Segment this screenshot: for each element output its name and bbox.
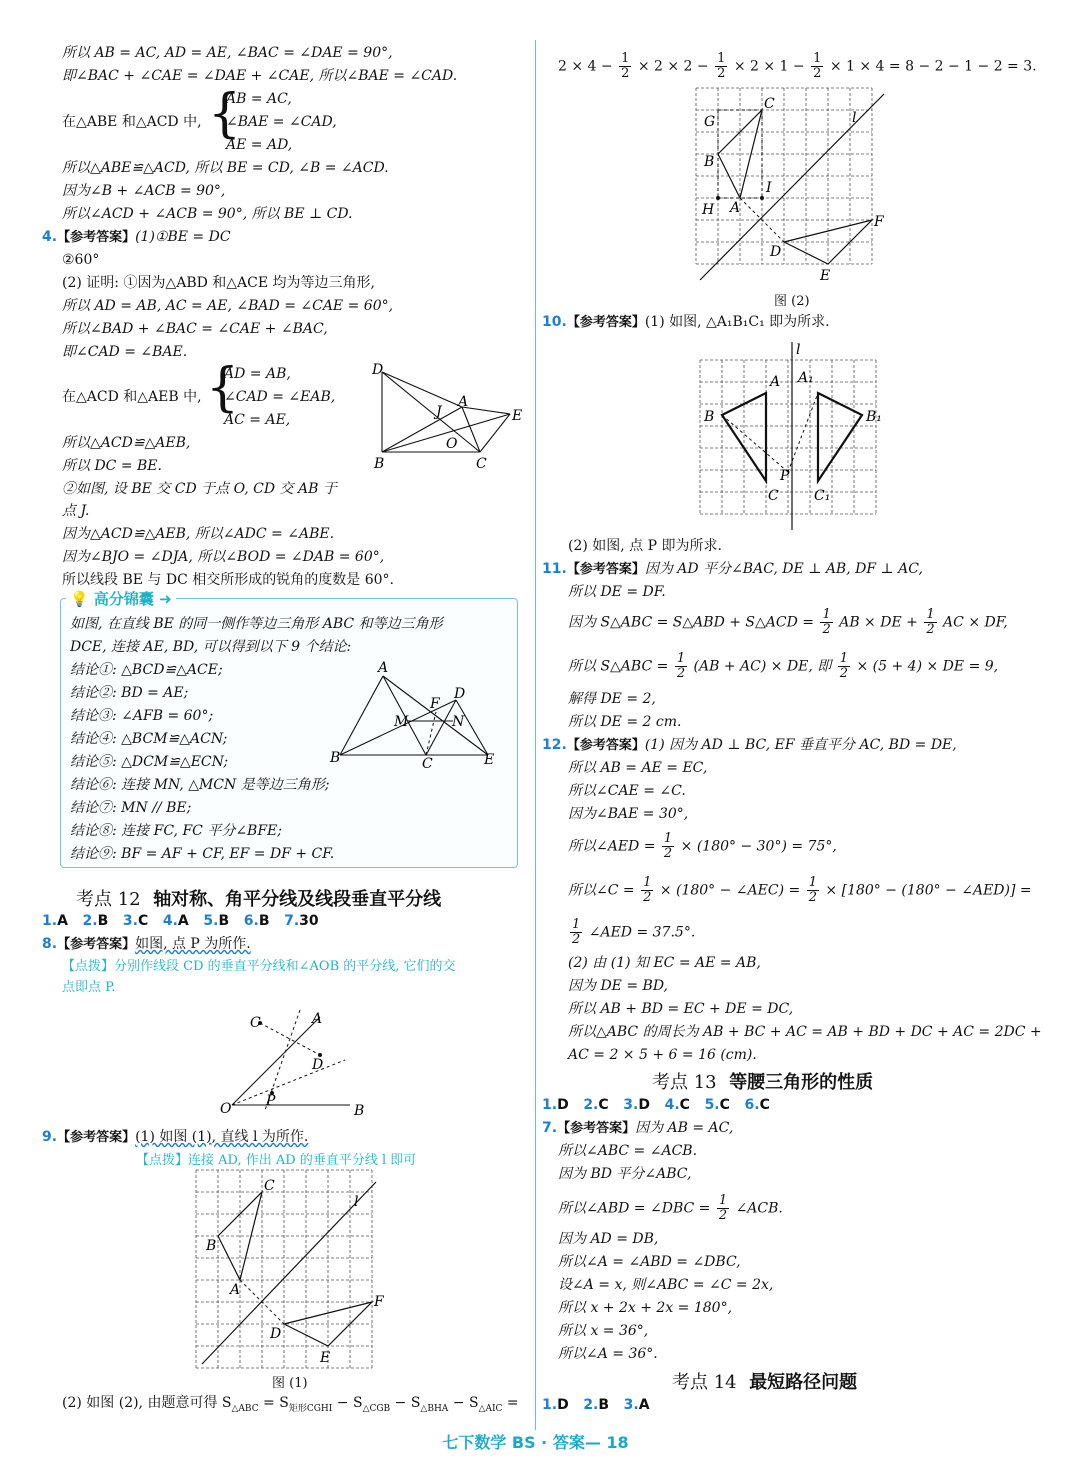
point-label: O <box>446 436 458 452</box>
point-label: G <box>704 114 716 130</box>
section-heading-12: 考点 12 轴对称、角平分线及线段垂直平分线 <box>76 889 442 910</box>
point-label: J <box>436 404 442 420</box>
brace: { <box>208 84 242 144</box>
text-line: 所以∠AED = $\frac{1}{2}$ × (180° − 30°) = 75°, <box>568 831 837 861</box>
point-label: F <box>374 1294 384 1310</box>
text-line: 所以 DC = BE. <box>62 458 162 474</box>
text-line: 所以△ABE≌△ACD, 所以 BE = CD, ∠B = ∠ACD. <box>62 160 389 176</box>
text-line: 因为 BD 平分∠ABC, <box>558 1166 692 1182</box>
mc-answers-13: 1.D 2.C 3.D 4.C 5.C 6.C <box>542 1097 770 1113</box>
text-line: AC = 2 × 5 + 6 = 16 (cm). <box>568 1047 757 1063</box>
text-line: 所以∠ABC = ∠ACB. <box>558 1143 698 1159</box>
section-heading-13: 考点 13 等腰三角形的性质 <box>652 1072 874 1093</box>
text-line: (2) 如图 (2), 由题意可得 $S_{\triangle ABC} = S_{矩形CGHI} - S_{\triangle CGB} - S_{\triangle BHA} - S_{\triangle AIC}$ = <box>62 1395 519 1414</box>
text-line: 所以∠A = ∠ABD = ∠DBC, <box>558 1254 741 1270</box>
text-line: (1)①BE = DC <box>135 229 231 245</box>
point-label: B <box>330 750 341 766</box>
text-line: 所以△ACD≌△AEB, <box>62 435 191 451</box>
text-line: 结论⑨: BF = AF + CF, EF = DF + CF. <box>70 846 335 862</box>
point-label: C <box>422 756 433 772</box>
tips-box-title: 💡 高分锦囊 ➜ <box>66 588 176 609</box>
text-line: 因为 DE = BD, <box>568 978 668 994</box>
point-label: D <box>270 1326 282 1342</box>
text-line: 所以 AB + BD = EC + DE = DC, <box>568 1001 794 1017</box>
text-line: 所以线段 BE 与 DC 相交所形成的锐角的度数是 60°. <box>62 572 394 588</box>
point-label: E <box>320 1350 331 1366</box>
point-label: A <box>312 1011 323 1027</box>
text-line: 所以 DE = DF. <box>568 584 666 600</box>
text-line: 所以∠A = 36°. <box>558 1346 658 1362</box>
point-label: l <box>796 342 801 358</box>
text-line: 结论①: △BCD≌△ACE; <box>70 662 223 678</box>
text-line: (2) 由 (1) 知 EC = AE = AB, <box>568 955 761 971</box>
point-label: C <box>764 96 775 112</box>
text-line: 如图, 在直线 BE 的同一侧作等边三角形 ABC 和等边三角形 <box>70 616 443 632</box>
point-label: I <box>766 180 772 196</box>
point-label: C <box>264 1178 275 1194</box>
point-label: E <box>484 752 495 768</box>
hint-line: 【点拨】连接 AD, 作出 AD 的垂直平分线 l 即可 <box>136 1153 417 1168</box>
text-line: 所以∠ABD = ∠DBC = $\frac{1}{2}$ ∠ACB. <box>558 1193 783 1223</box>
question-7: 7.【参考答案】因为 AB = AC, <box>542 1120 734 1136</box>
text-line: ∠BAE = ∠CAD, <box>226 114 337 130</box>
section-heading-14: 考点 14 最短路径问题 <box>672 1372 858 1393</box>
text-line: 结论⑥: 连接 MN, △MCN 是等边三角形; <box>70 777 330 793</box>
text-line: ∠CAD = ∠EAB, <box>224 389 336 405</box>
hint-line: 【点拨】分别作线段 CD 的垂直平分线和∠AOB 的平分线, 它们的交 <box>62 959 456 974</box>
mc-answers-14: 1.D 2.B 3.A <box>542 1397 650 1413</box>
point-label: E <box>820 268 831 284</box>
point-label: l <box>354 1194 359 1210</box>
question-4 <box>42 228 231 247</box>
point-label: N <box>452 714 465 730</box>
figure-caption: 图 (1) <box>272 1376 308 1391</box>
q4-figure <box>370 362 530 472</box>
text-line: AD = AB, <box>224 366 291 382</box>
point-label: B₁ <box>866 409 882 425</box>
text-line: 所以 DE = 2 cm. <box>568 714 682 730</box>
text-line: (2) 证明: ①因为△ABD 和△ACE 均为等边三角形, <box>62 275 375 291</box>
text-line: 结论②: BD = AE; <box>70 685 189 701</box>
q9-figure-1 <box>196 1170 384 1370</box>
text-line: 所以∠CAE = ∠C. <box>568 783 686 799</box>
q10-figure <box>700 338 890 534</box>
point-label: l <box>852 110 857 126</box>
point-label: A <box>730 200 741 216</box>
text-line: 结论⑦: MN // BE; <box>70 800 192 816</box>
point-label: A <box>770 374 781 390</box>
answer-tag: 【参考答案】 <box>57 230 136 245</box>
point-label: D <box>454 686 466 702</box>
text-line: 结论⑤: △DCM≌△ECN; <box>70 754 229 770</box>
mc-answers-12: 1.A 2.B 3.C 4.A 5.B 6.B 7.30 <box>42 913 319 929</box>
point-label: C <box>476 456 487 472</box>
text-line: 所以 AB = AC, AD = AE, ∠BAC = ∠DAE = 90°, <box>62 45 393 61</box>
tips-figure <box>328 660 508 770</box>
text-line: 所以 AD = AB, AC = AE, ∠BAD = ∠CAE = 60°, <box>62 298 394 314</box>
point-label: A <box>378 660 389 676</box>
point-label: B <box>704 154 715 170</box>
point-label: A <box>458 394 469 410</box>
point-label: D <box>312 1057 324 1073</box>
point-label: B <box>704 409 715 425</box>
text-line: (2) 如图, 点 P 即为所求. <box>568 538 722 554</box>
point-label: C <box>250 1015 261 1031</box>
text-line: 即∠CAD = ∠BAE. <box>62 344 188 360</box>
point-label: A <box>230 1282 241 1298</box>
text-line: 设∠A = x, 则∠ABC = ∠C = 2x, <box>558 1277 774 1293</box>
point-label: B <box>374 456 385 472</box>
text-line: 所以 AB = AE = EC, <box>568 760 708 776</box>
point-label: P <box>266 1093 276 1109</box>
q9-figure-2 <box>696 88 886 288</box>
point-label: F <box>874 214 884 230</box>
point-label: M <box>394 714 409 730</box>
text-line: 因为∠B + ∠ACB = 90°, <box>62 183 226 199</box>
text-line: 在△ACD 和△AEB 中, <box>62 389 202 405</box>
text-line: 所以∠BAD + ∠BAC = ∠CAE + ∠BAC, <box>62 321 328 337</box>
text-line: 2 × 4 − $\frac{1}{2}$ × 2 × 2 − $\frac{1}{2}$ × 2 × 1 − $\frac{1}{2}$ × 1 × 4 = 8 − 2 − 1 − 2 = 3. <box>558 51 1037 81</box>
page-footer: 七下数学 BS · 答案— 18 <box>442 1433 629 1452</box>
figure-caption: 图 (2) <box>774 294 810 309</box>
text-line: 所以∠ACD + ∠ACB = 90°, 所以 BE ⊥ CD. <box>62 206 353 222</box>
point-label: D <box>372 362 384 378</box>
question-8: 8.【参考答案】如图, 点 P 为所作. <box>42 936 251 952</box>
text-line: 所以∠C = $\frac{1}{2}$ × (180° − ∠AEC) = $\frac{1}{2}$ × [180° − (180° − ∠AED)] = <box>568 875 1032 905</box>
text-line: DCE, 连接 AE, BD, 可以得到以下 9 个结论: <box>70 639 352 655</box>
text-line: 结论⑧: 连接 FC, FC 平分∠BFE; <box>70 823 282 839</box>
text-line: 因为△ACD≌△AEB, 所以∠ADC = ∠ABE. <box>62 526 335 542</box>
text-line: 即∠BAC + ∠CAE = ∠DAE + ∠CAE, 所以∠BAE = ∠CAD. <box>62 68 458 84</box>
text-line: 因为 S△ABC = S△ABD + S△ACD = $\frac{1}{2}$ AB × DE + $\frac{1}{2}$ AC × DF, <box>568 607 1008 637</box>
text-line: 所以△ABC 的周长为 AB + BC + AC = AB + BD + DC + AC = 2DC + <box>568 1024 1042 1040</box>
point-label: B <box>354 1103 365 1119</box>
text-line: ②60° <box>62 252 100 268</box>
point-label: H <box>702 202 715 218</box>
brace: { <box>206 358 240 418</box>
point-label: F <box>430 696 440 712</box>
text-line: 因为∠BAE = 30°, <box>568 806 689 822</box>
text-line: 点 J. <box>62 503 90 519</box>
text-line: 因为 AD = DB, <box>558 1231 659 1247</box>
text-line: 所以 x + 2x + 2x = 180°, <box>558 1300 733 1316</box>
point-label: O <box>220 1101 232 1117</box>
hint-line: 点即点 P. <box>62 980 116 995</box>
point-label: E <box>512 408 523 424</box>
text-line: AB = AC, <box>226 91 292 107</box>
point-label: C <box>768 488 779 504</box>
text-line: 因为∠BJO = ∠DJA, 所以∠BOD = ∠DAB = 60°, <box>62 549 385 565</box>
text-line: 结论③: ∠AFB = 60°; <box>70 708 214 724</box>
column-divider <box>535 40 536 1430</box>
point-label: P <box>780 468 790 484</box>
text-line: 解得 DE = 2, <box>568 691 656 707</box>
text-line: 所以 S△ABC = $\frac{1}{2}$ (AB + AC) × DE, 即 $\frac{1}{2}$ × (5 + 4) × DE = 9, <box>568 651 999 681</box>
point-label: D <box>770 244 782 260</box>
point-label: A₁ <box>798 370 814 386</box>
question-9: 9.【参考答案】(1) 如图 (1), 直线 l 为所作. <box>42 1129 309 1145</box>
text-line: 所以 x = 36°, <box>558 1323 649 1339</box>
point-label: C₁ <box>814 488 831 504</box>
q8-figure <box>220 1005 380 1120</box>
text-line: $\frac{1}{2}$ ∠AED = 37.5°. <box>572 917 696 947</box>
text-line: AC = AE, <box>224 412 291 428</box>
question-12: 12.【参考答案】(1) 因为 AD ⊥ BC, EF 垂直平分 AC, BD = DE, <box>542 737 957 753</box>
text-line: 结论④: △BCM≌△ACN; <box>70 731 228 747</box>
question-11: 11.【参考答案】因为 AD 平分∠BAC, DE ⊥ AB, DF ⊥ AC, <box>542 561 923 577</box>
question-10: 10.【参考答案】(1) 如图, △A₁B₁C₁ 即为所求. <box>542 314 830 330</box>
text-line: AE = AD, <box>226 137 293 153</box>
point-label: B <box>206 1238 217 1254</box>
question-number: 4. <box>42 229 58 245</box>
text-line: ②如图, 设 BE 交 CD 于点 O, CD 交 AB 于 <box>62 481 337 497</box>
text-line: 在△ABE 和△ACD 中, <box>62 114 202 130</box>
